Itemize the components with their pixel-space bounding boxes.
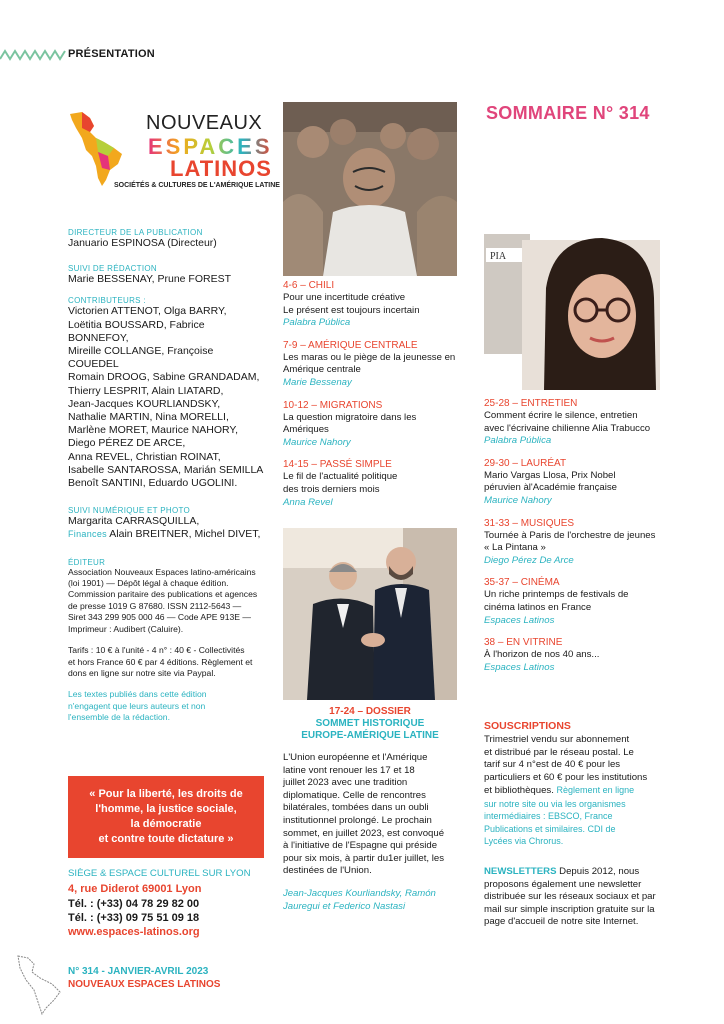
tarifs-line: dons en ligne sur notre site via Paypal. (68, 667, 216, 678)
newsletters-head: NEWSLETTERS (484, 866, 557, 877)
entry-body: Amérique centrale (283, 364, 361, 376)
subscriptions-line: Trimestriel vendu sur abonnement (484, 734, 630, 745)
contributors-label: CONTRIBUTEURS : (68, 296, 146, 306)
contributor-line: Isabelle SANTAROSSA, Marián SEMILLA (68, 463, 264, 476)
contributor-line: Diego PÉREZ DE ARCE, (68, 437, 186, 450)
contact-tel2: Tél. : (+33) 09 75 51 09 18 (68, 912, 200, 924)
entry-body: Le présent est toujours incertain (283, 304, 420, 316)
digital-value: Margarita CARRASQUILLA, (68, 515, 200, 528)
footer-map-icon (14, 952, 70, 1016)
photo-handshake (283, 528, 457, 700)
dossier-sub1: SOMMET HISTORIQUE (315, 718, 425, 729)
publisher-text (68, 567, 264, 635)
entry-body: péruvien àl'Académie française (484, 482, 618, 494)
publisher-line: Imprimeur : Audibert (Caluire). (68, 623, 184, 634)
photo-writer (484, 228, 660, 390)
entry-author: Espaces Latinos (484, 614, 555, 626)
digital-label: SUIVI NUMÉRIQUE ET PHOTO (68, 506, 191, 516)
issue-line2: NOUVEAUX ESPACES LATINOS (68, 979, 221, 990)
dossier-authors: Jean-Jacques Kourliandsky, Ramón (283, 887, 436, 899)
newsletters (484, 866, 666, 929)
subscriptions-teal-line: Publications et similaires. CDI de (484, 823, 616, 834)
contributor-line: Benoît SANTINI, Eduardo UGOLINI. (68, 477, 238, 490)
motto-line: et contre toute dictature » (98, 833, 234, 845)
entry-head: 35-37 – CINÉMA (484, 577, 560, 589)
publisher-line: Association Nouveaux Espaces latino-américains (68, 566, 256, 577)
sommaire-entry[interactable] (484, 458, 664, 508)
editorial-label: SUIVI DE RÉDACTION (68, 264, 157, 274)
entry-body: avec l'écrivaine chilienne Alia Trabucco (484, 422, 651, 434)
contributor-line: Victorien ATTENOT, Olga BARRY, (68, 305, 227, 318)
contributors-list (68, 305, 264, 490)
newsletters-line: Depuis 2012, nous (559, 866, 640, 877)
dossier-line: sommet, en juillet 2023, est convoqué (283, 827, 445, 839)
entry-body: Un riche printemps de festivals de (484, 589, 629, 601)
contributor-line: Nathalie MARTIN, Nina MORELLI, (68, 411, 229, 424)
publisher-line: Commission paritaire des publications et agences (68, 589, 258, 600)
entry-body: « La Pintana » (484, 542, 546, 554)
entry-head: 4-6 – CHILI (283, 280, 335, 291)
entry-head: 14-15 – PASSÉ SIMPLE (283, 459, 392, 471)
entry-body: Amériques (283, 424, 329, 436)
subscriptions-teal-head[interactable]: Règlement en ligne (556, 785, 635, 796)
motto-line: l'homme, la justice sociale, (95, 803, 237, 815)
masthead (68, 228, 264, 724)
publisher-label: ÉDITEUR (68, 557, 106, 567)
dossier-line: bilatérales, tombées dans un oubli (283, 802, 429, 814)
dossier-body (283, 752, 457, 878)
dossier-line: L'Union européenne et l'Amérique (283, 752, 428, 763)
logo-line3: LATINOS (170, 156, 272, 181)
entry-author: Anna Revel (283, 496, 333, 508)
finance-value: Alain BREITNER, Michel DIVET, (109, 528, 261, 541)
entry-head: 25-28 – ENTRETIEN (484, 398, 578, 409)
latin-america-map-icon (68, 108, 130, 188)
contributor-line: Mireille COLLANGE, Françoise COUEDEL (68, 345, 214, 371)
dossier-line: institutionnel prolongé. Le prochain (283, 814, 432, 826)
motto-line: la démocratie (130, 818, 202, 830)
entry-body: cinéma latinos en France (484, 601, 592, 613)
subscriptions-line-mixed (484, 784, 664, 798)
entry-head: 7-9 – AMÉRIQUE CENTRALE (283, 339, 418, 351)
motto-line: « Pour la liberté, les droits de (89, 788, 243, 800)
subscriptions-black-tail: et bibliothèques. (484, 785, 554, 797)
entry-body: Pour une incertitude créative (283, 292, 406, 303)
dossier-line: latine vont renouer les 17 et 18 (283, 764, 415, 776)
disclaimer-line: n'engagent que leurs auteurs et non (68, 700, 206, 711)
entry-head: 10-12 – MIGRATIONS (283, 399, 383, 411)
sommaire-entry[interactable] (484, 577, 664, 627)
entry-author: Marie Bessenay (283, 376, 352, 388)
subscriptions-line: tarif sur 4 n°est de 40 € pour les (484, 759, 621, 771)
sommaire-left (283, 280, 463, 509)
entry-body: Tournée à Paris de l'orchestre de jeunes (484, 529, 656, 541)
dossier-line: juillet 2023 avec une tradition (283, 777, 408, 789)
sommaire-entry[interactable] (283, 280, 463, 330)
dossier-sub2: EUROPE-AMÉRIQUE LATINE (301, 730, 439, 741)
subscriptions-head: SOUSCRIPTIONS (484, 720, 571, 732)
finance-label: Finances (68, 529, 107, 540)
sommaire-entry[interactable] (484, 398, 664, 448)
dossier-line: destinées de l'Union. (283, 865, 372, 877)
logo (68, 108, 280, 198)
tarifs-text (68, 645, 264, 679)
contact-website[interactable]: www.espaces-latinos.org (68, 926, 200, 938)
entry-author: Espaces Latinos (484, 661, 555, 673)
newsletters-line: distribuée sur les réseaux sociaux et par (484, 891, 656, 903)
contact-address: 4, rue Diderot 69001 Lyon (68, 883, 202, 895)
sommaire-right (484, 398, 664, 674)
disclaimer-line: l'ensemble de la rédaction. (68, 712, 170, 723)
sommaire-entry[interactable] (283, 459, 463, 509)
dossier-line: pour six mois, à partir du1er juillet, les (283, 852, 445, 864)
svg-text:PIA: PIA (490, 251, 507, 262)
entry-body: Le fil de l'actualité politique (283, 471, 398, 483)
contributor-line: Loëtitia BOUSSARD, Fabrice BONNEFOY, (68, 318, 205, 344)
subscriptions (484, 720, 664, 848)
dossier-line: à l'initiative de l'Espagne qui préside (283, 840, 438, 852)
tarifs-line: et hors France 60 € par 4 éditions. Règlement et (68, 656, 253, 667)
subscriptions-teal-line: sur notre site ou via les organismes (484, 798, 626, 809)
newsletters-first-line (484, 866, 666, 879)
entry-head: 31-33 – MUSIQUES (484, 517, 575, 529)
editorial-value: Marie BESSENAY, Prune FOREST (68, 273, 232, 286)
subscriptions-teal-line: Lycées via Chrorus. (484, 836, 564, 847)
contributor-line: Marlène MORET, Maurice NAHORY, (68, 424, 238, 437)
sommaire-entry[interactable] (484, 637, 664, 674)
contact-tel1: Tél. : (+33) 04 78 29 82 00 (68, 898, 200, 910)
entry-body: Les maras ou le piège de la jeunesse en (283, 351, 456, 363)
dossier-head: 17-24 – DOSSIER (329, 706, 411, 717)
disclaimer-text (68, 689, 264, 723)
director-value: Januario ESPINOSA (Directeur) (68, 237, 217, 249)
entry-author: Maurice Nahory (484, 494, 552, 506)
entry-head: 38 – EN VITRINE (484, 637, 563, 649)
director-label: DIRECTEUR DE LA PUBLICATION (68, 228, 203, 237)
motto-box (68, 776, 264, 858)
sommaire-title: SOMMAIRE N° 314 (486, 103, 650, 123)
contributor-line: Anna REVEL, Christian ROINAT, (68, 450, 221, 463)
entry-body: Comment écrire le silence, entretien (484, 410, 638, 421)
contact-label: SIÈGE & ESPACE CULTUREL SUR LYON (68, 868, 251, 879)
subscriptions-line: particuliers et 60 € pour les institutions (484, 771, 648, 783)
publisher-line: (loi 1901) — Dépôt légal à chaque édition. (68, 578, 229, 589)
contributor-line: Romain DROOG, Sabine GRANDADAM, (68, 371, 260, 384)
subscriptions-line: et distribué par le réseau postal. Le (484, 746, 634, 758)
newsletters-line: proposons également une newsletter (484, 878, 642, 890)
logo-line1: NOUVEAUX (146, 112, 263, 134)
sommaire-entry[interactable] (283, 400, 463, 450)
photo-gang-members (283, 102, 457, 276)
entry-author: Diego Pérez De Arce (484, 554, 574, 566)
issue-line1: N° 314 - JANVIER-AVRIL 2023 (68, 966, 209, 977)
logo-line2: ESPACES (148, 134, 273, 159)
finance-row (68, 528, 264, 541)
section-label: PRÉSENTATION (68, 48, 155, 60)
entry-head: 29-30 – LAURÉAT (484, 457, 567, 469)
entry-body: La question migratoire dans les (283, 411, 417, 423)
entry-author: Maurice Nahory (283, 436, 351, 448)
contributor-line: Jean-Jacques KOURLIANDSKY, (68, 397, 221, 410)
newsletters-line: mail sur simple inscription gratuite sur la (484, 903, 655, 915)
publisher-line: de presse 1019 G 87680. ISSN 2112-5643 — (68, 600, 242, 611)
contributor-line: Thierry LESPRIT, Alain LIATARD, (68, 384, 224, 397)
entry-body: À l'horizon de nos 40 ans... (484, 649, 600, 661)
contact-block (68, 868, 268, 938)
newsletters-line: page d'accueil de notre site Internet. (484, 916, 639, 928)
subscriptions-teal-line: intermédiaires : EBSCO, France (484, 811, 613, 822)
dossier-authors: Jauregui et Federico Nastasi (283, 900, 406, 912)
tarifs-line: Tarifs : 10 € à l'unité - 4 n° : 40 € - Collectivités (68, 645, 245, 656)
header-ornament (0, 48, 66, 60)
entry-body: Mario Vargas Llosa, Prix Nobel (484, 469, 616, 481)
dossier-line: diplomatique. Celle de rencontres (283, 789, 426, 801)
disclaimer-line: Les textes publiés dans cette édition (68, 689, 207, 700)
entry-body: des trois derniers mois (283, 483, 380, 495)
sommaire-entry[interactable] (484, 518, 664, 568)
entry-author: Palabra Pública (283, 317, 351, 329)
publisher-line: Siret 343 299 905 000 46 — Code APE 913E — (68, 612, 251, 623)
dossier[interactable] (283, 706, 457, 913)
sommaire-entry[interactable] (283, 340, 463, 390)
logo-tagline: SOCIÉTÉS & CULTURES DE L'AMÉRIQUE LATINE (114, 182, 280, 189)
entry-author: Palabra Pública (484, 435, 552, 447)
